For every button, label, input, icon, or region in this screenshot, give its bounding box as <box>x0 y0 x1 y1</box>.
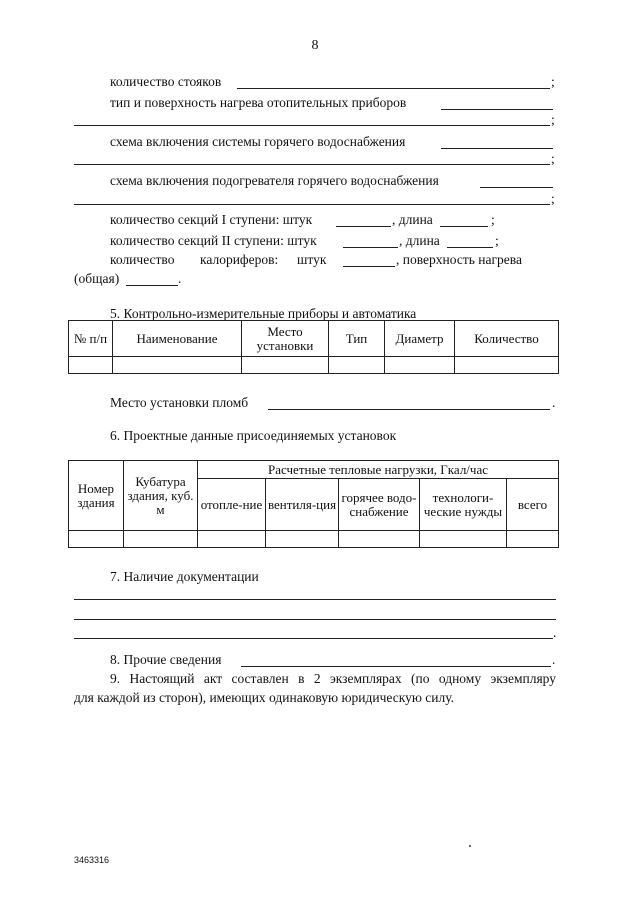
section-7-title: 7. Наличие документации <box>110 569 259 584</box>
table-header-row <box>69 461 559 479</box>
section-9-line-1: 9. Настоящий акт составлен в 2 экземплярах (по одному экземпляру <box>110 671 556 686</box>
table-cell[interactable] <box>242 357 329 374</box>
documentation-line-3[interactable] <box>74 638 553 639</box>
table-cell[interactable] <box>385 357 455 374</box>
field-calorifer-total-label: (общая) <box>74 271 120 286</box>
table-row <box>69 357 559 374</box>
table-header-cell: всего <box>507 479 559 531</box>
field-risers-line[interactable] <box>237 88 550 89</box>
field-sections-1-label: количество секций I ступени: штук <box>110 212 313 227</box>
footer-code: 3463316 <box>74 855 110 865</box>
table-header-row <box>69 321 559 357</box>
table-header-cell: Кубатура здания, куб. м <box>124 461 198 531</box>
field-heater-type-line-2[interactable] <box>74 125 550 126</box>
field-risers-label: количество стояков <box>110 74 222 89</box>
seals-line[interactable] <box>268 409 550 410</box>
field-sections-1-count-line[interactable] <box>336 226 391 227</box>
field-calorifer-total-line[interactable] <box>126 285 178 286</box>
field-hw-scheme-line[interactable] <box>441 148 553 149</box>
table-header-cell: Место установки <box>242 321 329 357</box>
table-header-cell: вентиля-ция <box>266 479 339 531</box>
table-group-header: Расчетные тепловые нагрузки, Гкал/час <box>198 461 559 479</box>
field-heater-scheme-label: схема включения подогревателя горячего водоснабжения <box>110 173 439 188</box>
table-header-cell: горячее водо-снабжение <box>339 479 420 531</box>
table-cell[interactable] <box>124 531 198 548</box>
period: . <box>178 271 182 286</box>
semicolon: ; <box>551 74 555 89</box>
section-8-title: 8. Прочие сведения <box>110 652 222 667</box>
table-cell[interactable] <box>198 531 266 548</box>
page-number: 8 <box>311 38 319 53</box>
field-heater-type-line[interactable] <box>441 109 553 110</box>
section-5-title: 5. Контрольно-измерительные приборы и автоматика <box>110 306 417 321</box>
period: . <box>553 625 557 640</box>
documentation-line-2[interactable] <box>74 619 556 620</box>
table-row <box>69 531 559 548</box>
scan-dot <box>469 845 471 847</box>
table-header-cell: Наименование <box>113 321 242 357</box>
table-header-cell: Тип <box>329 321 385 357</box>
table-header-cell: Диаметр <box>385 321 455 357</box>
table-header-cell: технологи-ческие нужды <box>420 479 507 531</box>
instruments-table <box>68 320 559 374</box>
table-header-cell: Номер здания <box>69 461 124 531</box>
period: . <box>552 395 556 410</box>
semicolon: ; <box>495 233 499 248</box>
table-cell[interactable] <box>507 531 559 548</box>
field-heater-scheme-line-2[interactable] <box>74 204 550 205</box>
field-calorifer-word-2: калориферов: <box>200 252 279 267</box>
table-header-cell: отопле-ние <box>198 479 266 531</box>
period: . <box>552 652 556 667</box>
other-info-line[interactable] <box>241 666 551 667</box>
field-sections-1-length-label: , длина <box>392 212 433 227</box>
field-heater-type-label: тип и поверхность нагрева отопительных приборов <box>110 95 407 110</box>
table-cell[interactable] <box>266 531 339 548</box>
semicolon: ; <box>551 191 555 206</box>
field-calorifer-surface-label: , поверхность нагрева <box>396 252 522 267</box>
field-sections-2-count-line[interactable] <box>343 247 398 248</box>
field-sections-2-label: количество секций II ступени: штук <box>110 233 317 248</box>
table-cell[interactable] <box>69 531 124 548</box>
section-6-title: 6. Проектные данные присоединяемых установок <box>110 428 397 443</box>
table-cell[interactable] <box>113 357 242 374</box>
table-cell[interactable] <box>329 357 385 374</box>
field-hw-scheme-label: схема включения системы горячего водоснабжения <box>110 134 406 149</box>
documentation-line-1[interactable] <box>74 599 556 600</box>
field-calorifer-count-line[interactable] <box>343 266 395 267</box>
table-cell[interactable] <box>69 357 113 374</box>
table-cell[interactable] <box>455 357 559 374</box>
field-heater-scheme-line[interactable] <box>480 187 553 188</box>
semicolon: ; <box>551 112 555 127</box>
table-header-cell: № п/п <box>69 321 113 357</box>
seals-label: Место установки пломб <box>110 395 249 410</box>
field-sections-2-length-line[interactable] <box>447 247 493 248</box>
table-cell[interactable] <box>420 531 507 548</box>
table-cell[interactable] <box>339 531 420 548</box>
semicolon: ; <box>491 212 495 227</box>
field-calorifer-word-1: количество <box>110 252 175 267</box>
field-calorifer-word-3: штук <box>297 252 327 267</box>
field-sections-1-length-line[interactable] <box>440 226 488 227</box>
field-hw-scheme-line-2[interactable] <box>74 164 550 165</box>
table-header-cell: Количество <box>455 321 559 357</box>
installations-table <box>68 460 559 548</box>
section-9-line-2: для каждой из сторон), имеющих одинаковую юридическую силу. <box>74 690 455 705</box>
semicolon: ; <box>551 151 555 166</box>
field-sections-2-length-label: , длина <box>399 233 440 248</box>
